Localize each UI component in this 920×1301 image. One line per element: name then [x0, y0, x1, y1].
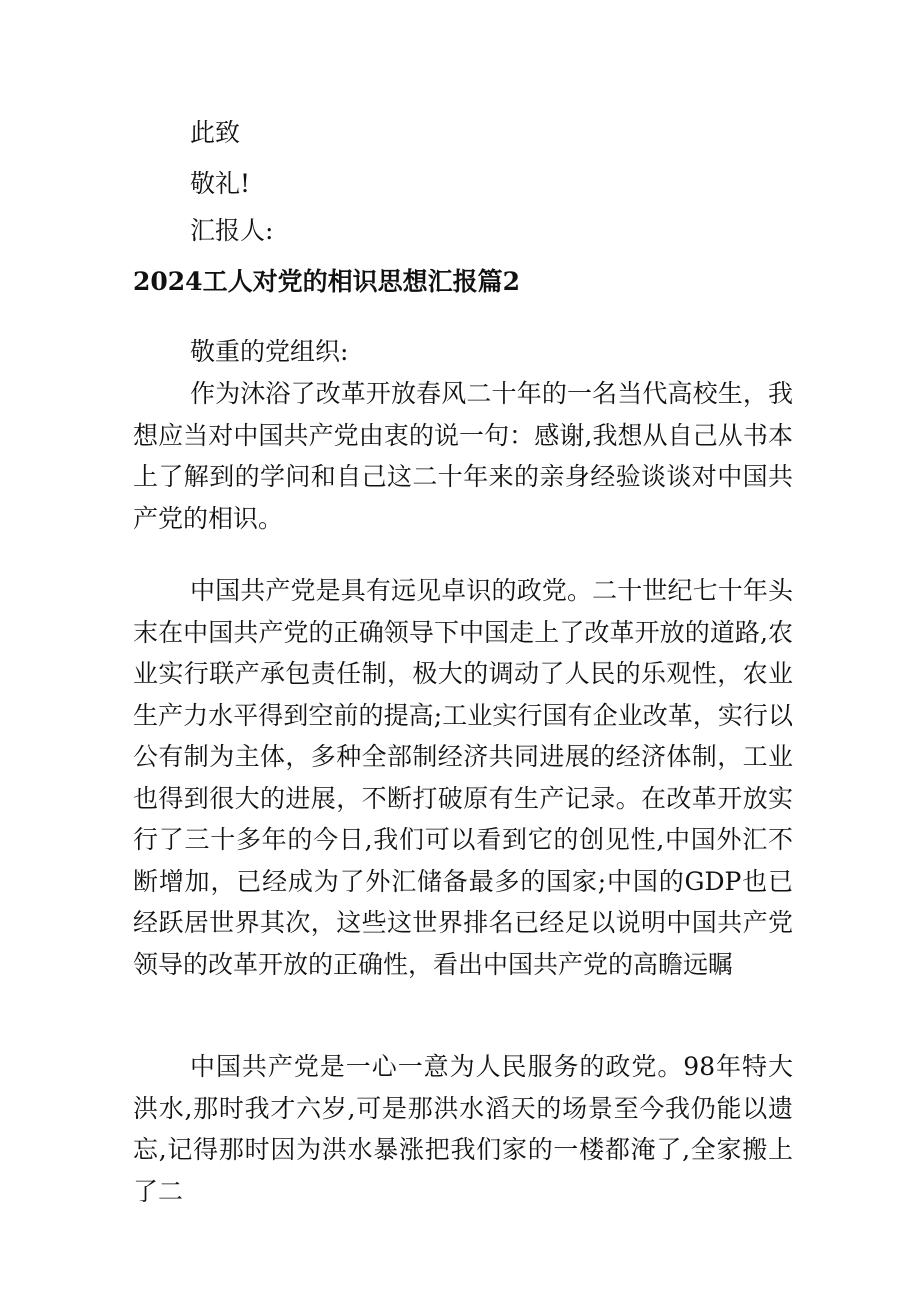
closing-salute: 敬礼! [190, 169, 251, 198]
closing-greeting: 此致 [190, 118, 241, 147]
reporter-signature-label: 汇报人: [190, 216, 274, 245]
paragraph-2: 中国共产党是具有远见卓识的政党。二十世纪七十年头末在中国共产党的正确领导下中国走上了改革开放的道路,农业实行联产承包责任制，极大的调动了人民的乐观性，农业生产力水平得到空前的提高;工业实行国有企业改革，实行以公有制为主体，多种全部制经济共同进展的经济体制，工业也得到很大的进展，不断打破原有生产记录。在改革开放实行了三十多年的今日,我们可以看到它的创见性,中国外汇不断增加，已经成为了外汇储备最多的国家;中国的GDP也已经跃居世界其次，这些这世界排名已经足以说明中国共产党领导的改革开放的正确性，看出中国共产党的高瞻远瞩 [133, 576, 793, 979]
salutation: 敬重的党组织: [190, 337, 349, 366]
paragraph-3: 中国共产党是一心一意为人民服务的政党。98年特大洪水,那时我才六岁,可是那洪水滔天的场景至今我仍能以遗忘,记得那时因为洪水暴涨把我们家的一楼都淹了,全家搬上了二 [133, 1052, 793, 1206]
section-heading: 2024工人对党的相识思想汇报篇2 [133, 267, 520, 296]
paragraph-1: 作为沐浴了改革开放春风二十年的一名当代高校生，我想应当对中国共产党由衷的说一句：感谢,我想从自己从书本上了解到的学问和自己这二十年来的亲身经验谈谈对中国共产党的相识。 [133, 379, 793, 533]
